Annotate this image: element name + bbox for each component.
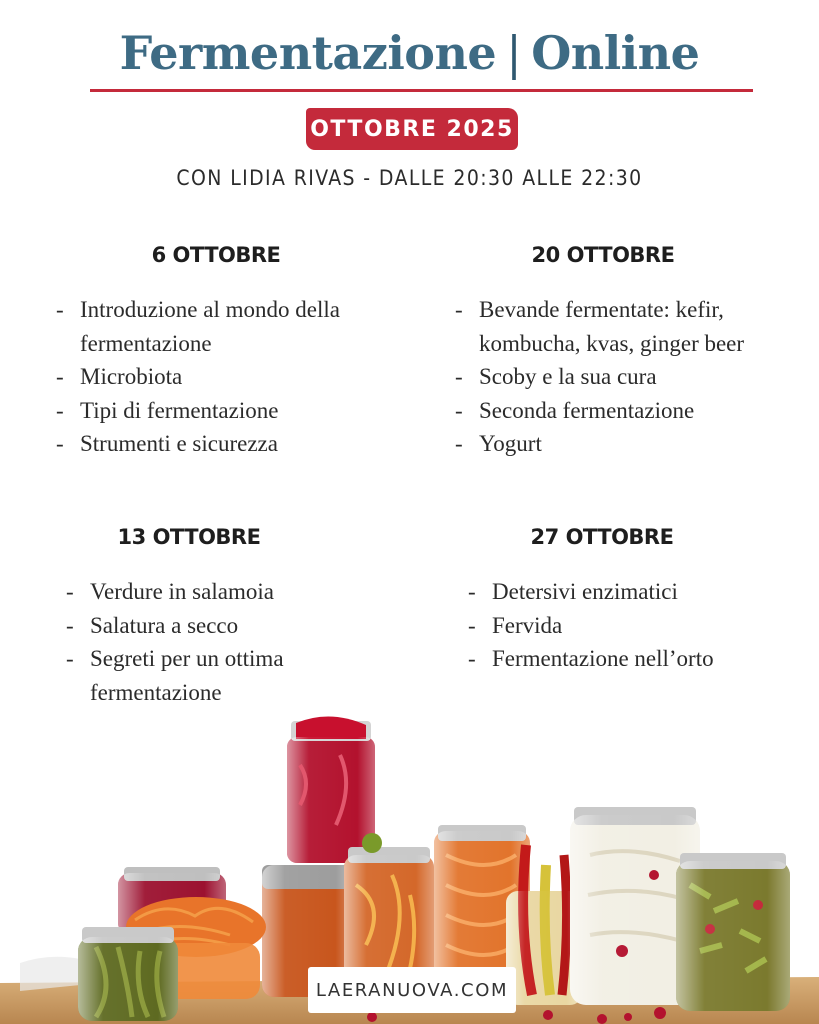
session-date: 20 OTTOBRE	[531, 243, 675, 267]
beet-jar-top	[287, 716, 375, 863]
session-date: 13 OTTOBRE	[117, 525, 261, 549]
topic-item: - Scoby e la sua cura	[455, 360, 785, 394]
topic-list	[66, 575, 386, 709]
topic-item: - Salatura a secco	[66, 609, 386, 643]
topic-item: - Microbiota	[56, 360, 416, 394]
topic-item: - Verdure in salamoia	[66, 575, 386, 609]
topic-item: - Bevande fermentate: kefir, kombucha, kvas, ginger beer	[455, 293, 785, 360]
title-separator: |	[506, 26, 522, 80]
topic-item: - Strumenti e sicurezza	[56, 427, 416, 461]
session-20-ottobre	[455, 243, 785, 461]
topic-item: - Fermentazione nell’orto	[468, 642, 798, 676]
session-13-ottobre	[66, 525, 386, 709]
website-badge: LAERANUOVA.COM	[308, 967, 516, 1013]
topic-item: - Yogurt	[455, 427, 785, 461]
title-underline	[90, 89, 753, 92]
topic-item: - Tipi di fermentazione	[56, 394, 416, 428]
green-mix-jar	[676, 853, 790, 1011]
session-date: 27 OTTOBRE	[530, 525, 674, 549]
session-27-ottobre	[468, 525, 798, 676]
topic-item: - Fervida	[468, 609, 798, 643]
session-date: 6 OTTOBRE	[151, 243, 281, 267]
topic-list	[468, 575, 798, 676]
month-badge: OTTOBRE 2025	[306, 108, 518, 150]
topic-item: - Introduzione al mondo della fermentazione	[56, 293, 416, 360]
topic-list	[56, 293, 416, 461]
title-fermentazione: Fermentazione	[119, 26, 497, 80]
session-6-ottobre	[56, 243, 416, 461]
topic-item: - Segreti per un ottima fermentazione	[66, 642, 386, 709]
topic-list	[455, 293, 785, 461]
topic-item: - Seconda fermentazione	[455, 394, 785, 428]
title-online: Online	[531, 26, 700, 80]
page-title	[0, 26, 819, 80]
instructor-schedule: CON LIDIA RIVAS - DALLE 20:30 ALLE 22:30	[176, 166, 643, 190]
topic-item: - Detersivi enzimatici	[468, 575, 798, 609]
